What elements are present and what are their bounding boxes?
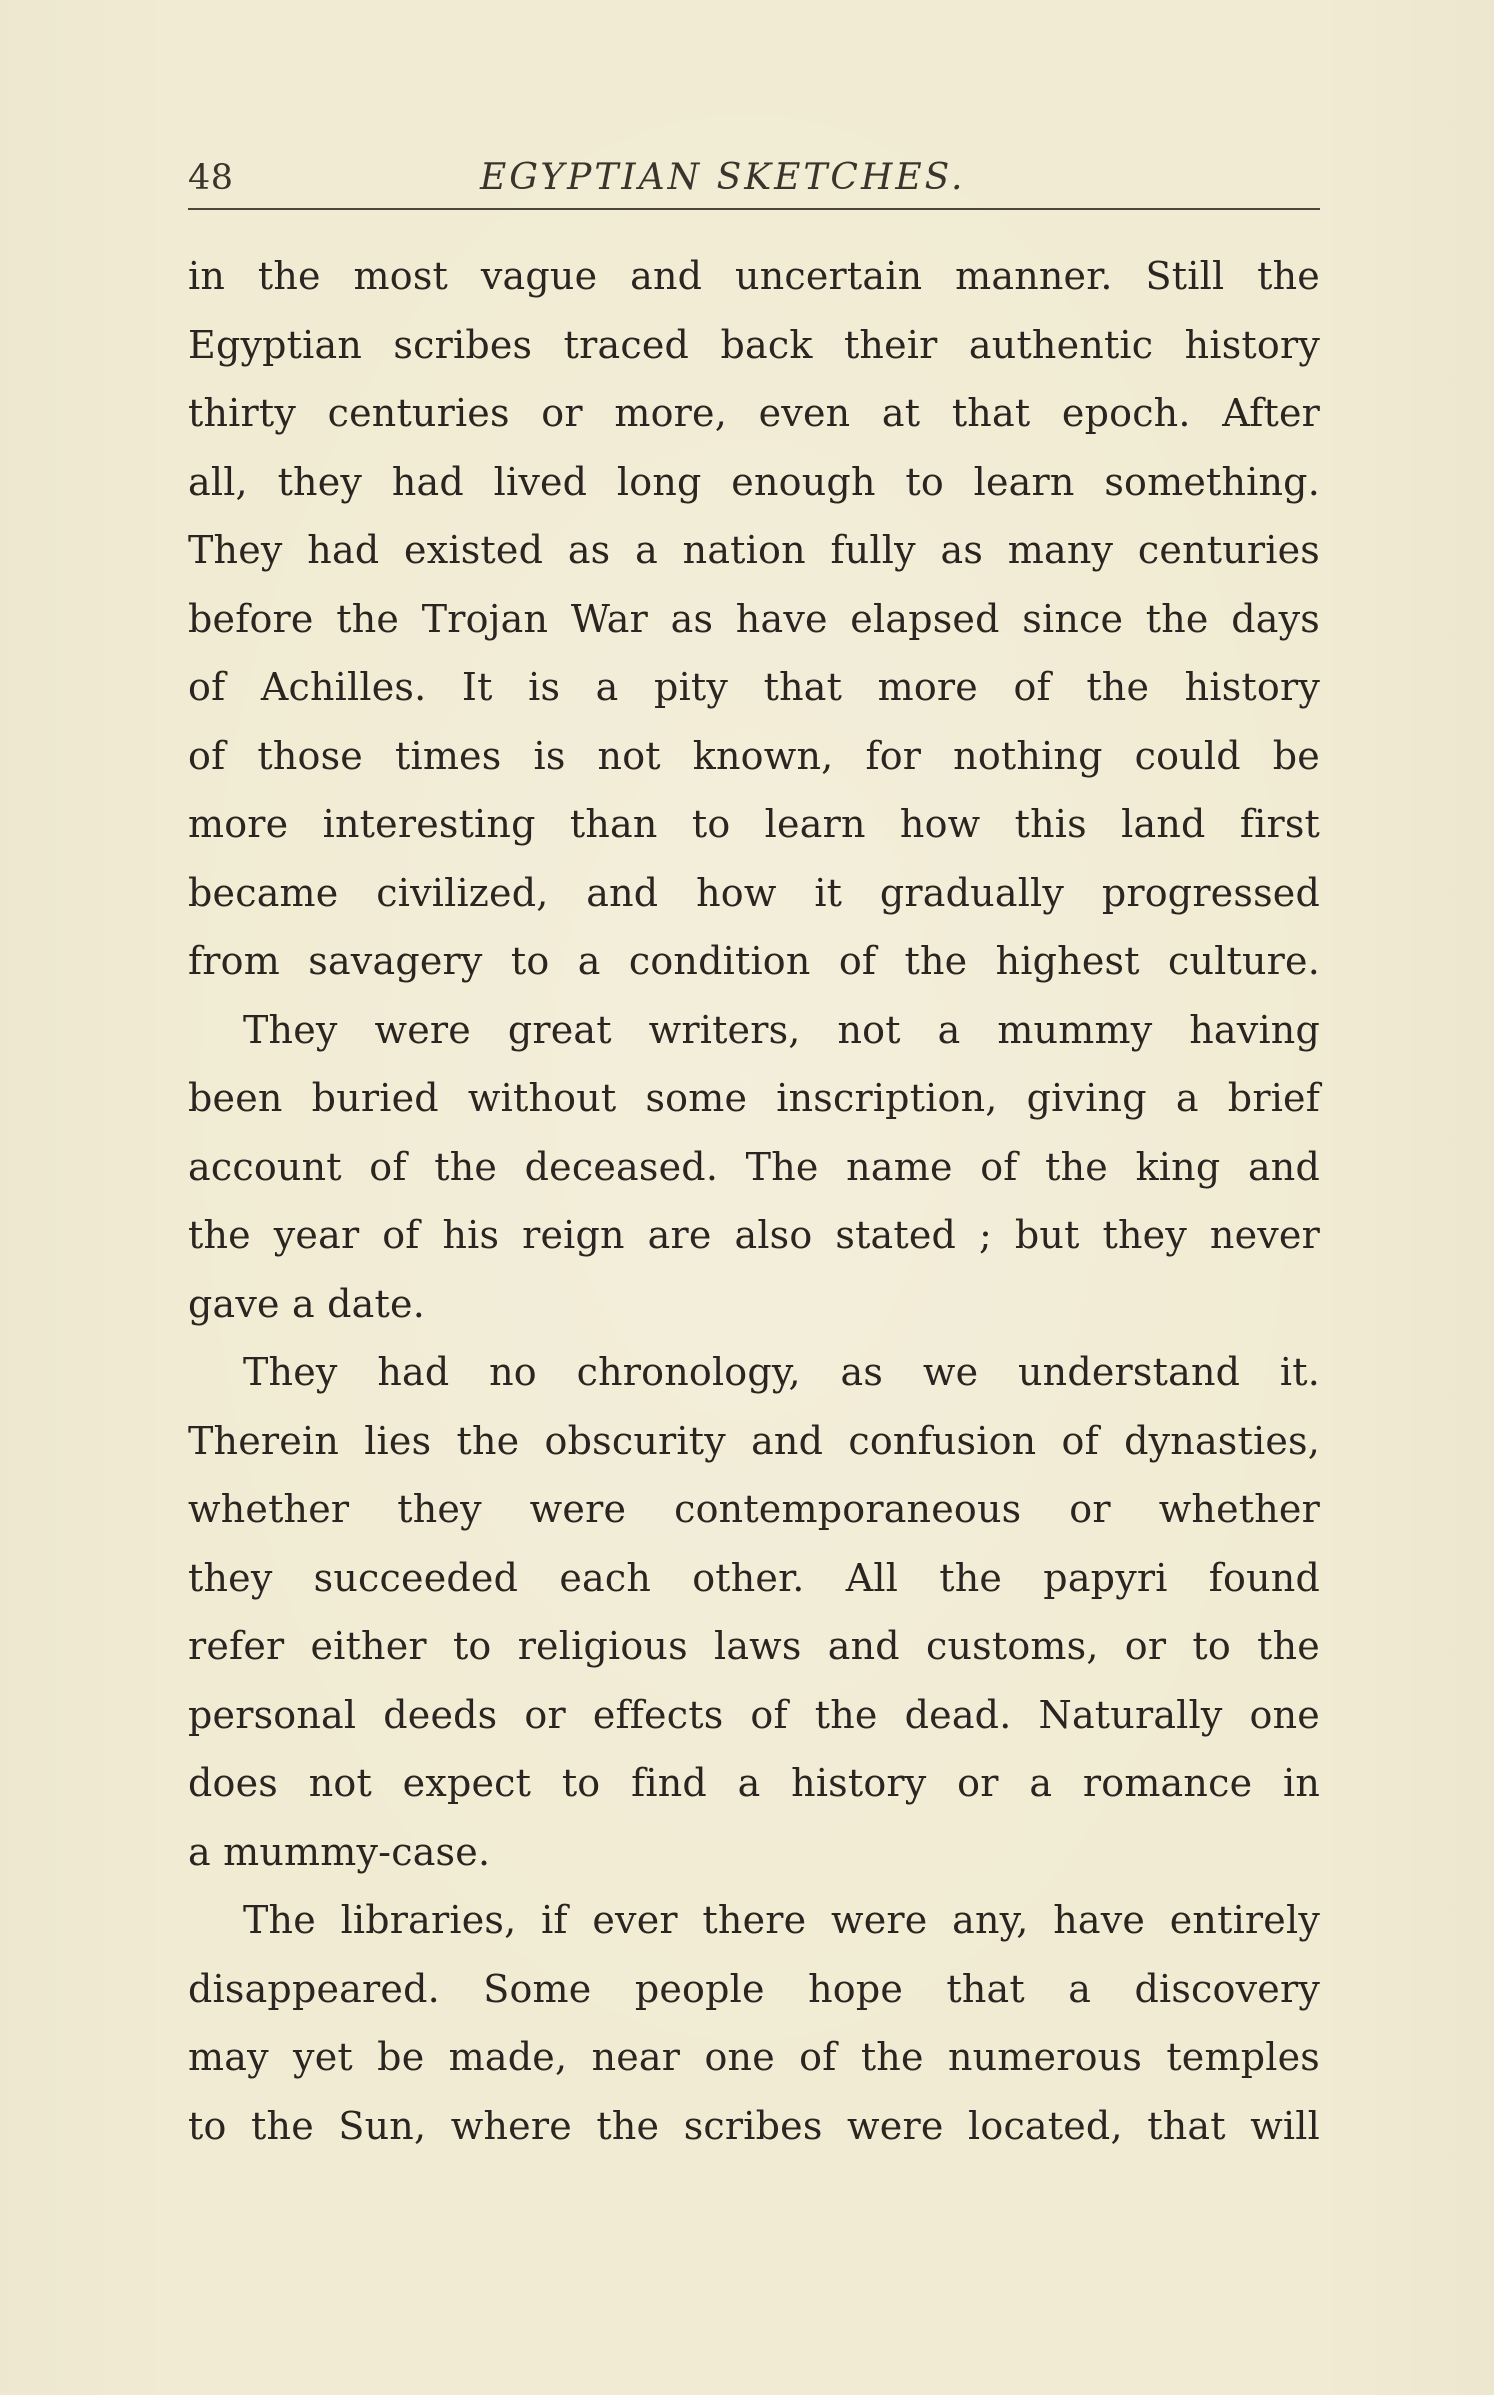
paragraph-start-line: They had no chronology, as we understand it. — [243, 1350, 1320, 1394]
header-rule — [188, 208, 1320, 210]
text-line: thirty centuries or more, even at that epoch. After — [188, 391, 1320, 435]
text-line: disappeared. Some people hope that a discovery — [188, 1966, 1320, 2011]
running-head — [188, 150, 1318, 206]
text-line: They had existed as a nation fully as many centuries — [188, 528, 1320, 572]
text-line: became civilized, and how it gradually progressed — [188, 870, 1320, 915]
text-line: they succeeded each other. All the papyri found — [188, 1555, 1320, 1600]
text-line: may yet be made, near one of the numerous temples — [188, 2035, 1320, 2079]
text-line: before the Trojan War as have elapsed since the days — [188, 596, 1320, 641]
paragraph-start-line: The libraries, if ever there were any, have entirely — [243, 1898, 1320, 1942]
text-line: Therein lies the obscurity and confusion of dynasties, — [188, 1418, 1320, 1463]
text-line: personal deeds or effects of the dead. Naturally one — [188, 1692, 1320, 1737]
text-line: in the most vague and uncertain manner. Still the — [188, 254, 1320, 298]
text-line: account of the deceased. The name of the king and — [188, 1144, 1320, 1189]
text-line: from savagery to a condition of the highest culture. — [188, 939, 1320, 983]
text-line: does not expect to find a history or a romance in — [188, 1761, 1320, 1805]
text-line: whether they were contemporaneous or whether — [188, 1487, 1320, 1531]
text-line: refer either to religious laws and customs, or to the — [188, 1624, 1320, 1668]
text-line: of Achilles. It is a pity that more of the history — [188, 665, 1320, 709]
text-line: been buried without some inscription, giving a brief — [188, 1076, 1320, 1120]
paragraph-end-line: a mummy-case. — [188, 1829, 491, 1874]
text-line: to the Sun, where the scribes were located, that will — [188, 2103, 1320, 2148]
page-number: 48 — [188, 158, 234, 198]
paragraph-start-line: They were great writers, not a mummy having — [243, 1007, 1320, 1052]
text-line: of those times is not known, for nothing could be — [188, 733, 1320, 778]
text-line: more interesting than to learn how this land first — [188, 802, 1320, 846]
paragraph-end-line: gave a date. — [188, 1281, 425, 1326]
text-line: the year of his reign are also stated ; but they never — [188, 1213, 1320, 1257]
text-line: Egyptian scribes traced back their authentic history — [188, 322, 1320, 367]
running-title: EGYPTIAN SKETCHES. — [480, 157, 966, 198]
body-text — [188, 242, 1320, 2160]
text-line: all, they had lived long enough to learn something. — [188, 459, 1320, 504]
